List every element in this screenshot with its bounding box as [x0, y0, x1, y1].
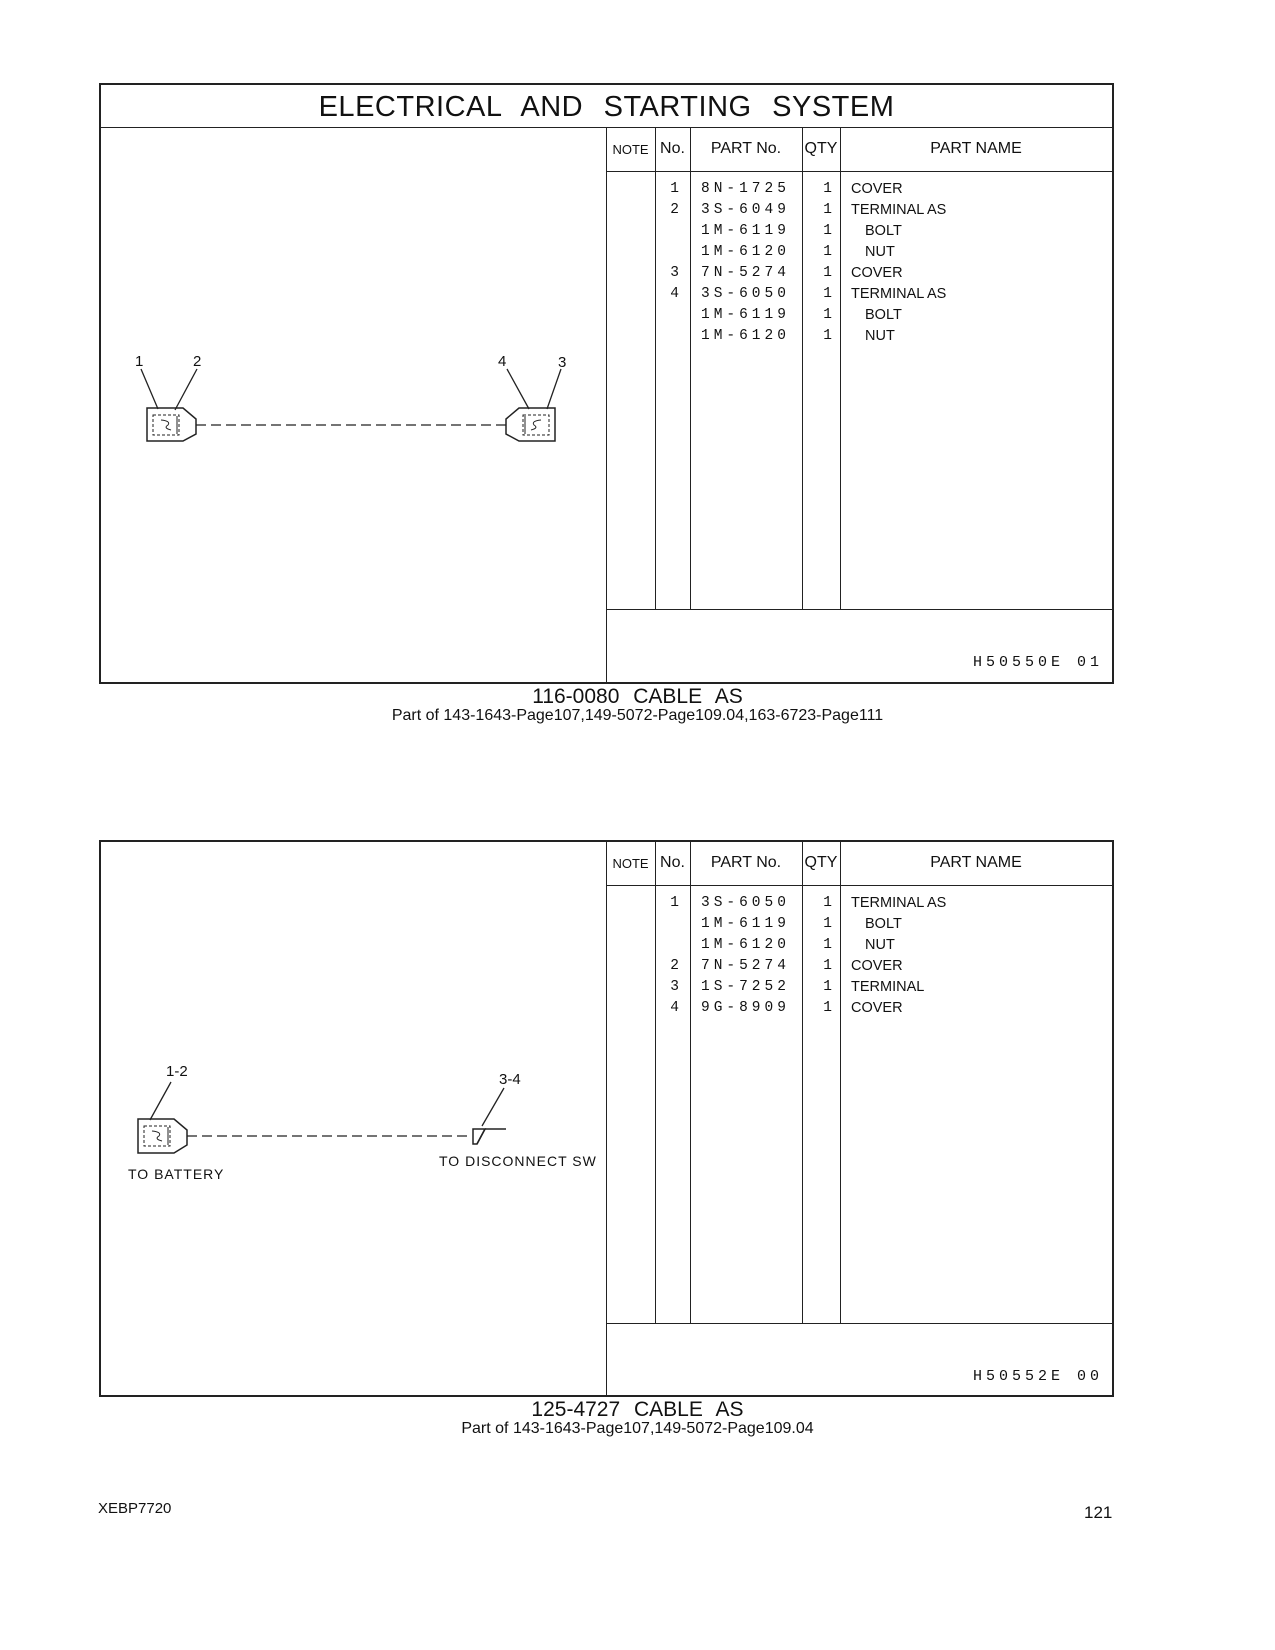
table-row — [606, 241, 1112, 262]
part-name: TERMINAL AS — [851, 202, 947, 218]
header-no: No. — [660, 140, 685, 157]
part-name: TERMINAL — [851, 979, 925, 995]
part-number: 1S-7252 — [701, 979, 790, 995]
table-row — [606, 262, 1112, 283]
table-row — [606, 934, 1112, 955]
item-number: 1 — [670, 895, 683, 911]
reference-code: H50552E — [973, 1368, 1065, 1385]
part-number: 3S-6049 — [701, 202, 790, 218]
table-row — [606, 199, 1112, 220]
quantity: 1 — [823, 223, 836, 239]
table-row — [606, 283, 1112, 304]
part-name: BOLT — [865, 223, 902, 239]
callout-3-4: 3-4 — [499, 1071, 521, 1088]
part-name: BOLT — [865, 916, 902, 932]
part-number: 1M-6120 — [701, 937, 790, 953]
header-qty: QTY — [804, 854, 838, 871]
item-number: 3 — [670, 265, 683, 281]
quantity: 1 — [823, 286, 836, 302]
item-number: 2 — [670, 202, 683, 218]
quantity: 1 — [823, 895, 836, 911]
label-to-battery: TO BATTERY — [128, 1166, 225, 1182]
quantity: 1 — [823, 307, 836, 323]
table-row — [606, 892, 1112, 913]
caption-title-1: 116-0080 CABLE AS — [532, 685, 743, 708]
battery-terminal-icon — [138, 1119, 187, 1153]
item-number: 1 — [670, 181, 683, 197]
table-row — [606, 304, 1112, 325]
table-bottom-divider — [606, 609, 1112, 610]
header-no: No. — [660, 854, 685, 871]
header-qty: QTY — [804, 140, 838, 157]
cable-diagram-2 — [101, 842, 606, 1395]
table-row — [606, 178, 1112, 199]
header-divider — [606, 885, 1112, 886]
header-note: NOTE — [612, 142, 649, 157]
caption-sub-2: Part of 143-1643-Page107,149-5072-Page109.04 — [461, 1420, 814, 1437]
quantity: 1 — [823, 265, 836, 281]
part-number: 3S-6050 — [701, 286, 790, 302]
footer-doc-code: XEBP7720 — [98, 1500, 172, 1517]
item-number: 4 — [670, 1000, 683, 1016]
item-number: 4 — [670, 286, 683, 302]
header-part-no: PART No. — [710, 854, 782, 871]
quantity: 1 — [823, 958, 836, 974]
part-name: NUT — [865, 937, 895, 953]
table-row — [606, 955, 1112, 976]
label-to-disconnect: TO DISCONNECT SW — [439, 1153, 597, 1169]
table-row — [606, 220, 1112, 241]
quantity: 1 — [823, 916, 836, 932]
quantity: 1 — [823, 202, 836, 218]
quantity: 1 — [823, 937, 836, 953]
part-number: 1M-6119 — [701, 307, 790, 323]
callout-4: 4 — [498, 353, 507, 370]
part-number: 7N-5274 — [701, 958, 790, 974]
quantity: 1 — [823, 244, 836, 260]
part-number: 1M-6120 — [701, 328, 790, 344]
table-row — [606, 325, 1112, 346]
disconnect-terminal-icon — [473, 1129, 506, 1144]
part-number: 3S-6050 — [701, 895, 790, 911]
header-divider — [606, 171, 1112, 172]
part-number: 1M-6119 — [701, 916, 790, 932]
table-row — [606, 997, 1112, 1018]
caption-sub-1: Part of 143-1643-Page107,149-5072-Page109.04,163-6723-Page111 — [391, 707, 884, 724]
left-terminal-icon — [147, 408, 196, 441]
parts-panel-2 — [99, 840, 1114, 1397]
reference-revision: 00 — [1077, 1368, 1104, 1385]
page-title: ELECTRICAL AND STARTING SYSTEM — [318, 91, 895, 123]
table-bottom-divider — [606, 1323, 1112, 1324]
part-name: COVER — [851, 958, 903, 974]
header-part-name: PART NAME — [930, 140, 1022, 157]
quantity: 1 — [823, 181, 836, 197]
part-name: COVER — [851, 265, 903, 281]
right-terminal-icon — [506, 408, 555, 441]
part-name: TERMINAL AS — [851, 895, 947, 911]
part-name: TERMINAL AS — [851, 286, 947, 302]
quantity: 1 — [823, 1000, 836, 1016]
part-name: BOLT — [865, 307, 902, 323]
callout-3: 3 — [558, 354, 567, 371]
header-part-name: PART NAME — [930, 854, 1022, 871]
part-name: COVER — [851, 1000, 903, 1016]
footer-page-number: 121 — [1084, 1503, 1113, 1522]
reference-revision: 01 — [1077, 654, 1104, 671]
item-number: 2 — [670, 958, 683, 974]
part-number: 7N-5274 — [701, 265, 790, 281]
part-number: 9G-8909 — [701, 1000, 790, 1016]
part-name: NUT — [865, 328, 895, 344]
cable-diagram-1 — [101, 129, 606, 682]
part-number: 8N-1725 — [701, 181, 790, 197]
header-part-no: PART No. — [710, 140, 782, 157]
header-note: NOTE — [612, 856, 649, 871]
callout-1: 1 — [135, 353, 144, 370]
table-row — [606, 913, 1112, 934]
parts-panel-1 — [99, 83, 1114, 684]
reference-code: H50550E — [973, 654, 1065, 671]
part-name: COVER — [851, 181, 903, 197]
part-number: 1M-6119 — [701, 223, 790, 239]
quantity: 1 — [823, 328, 836, 344]
item-number: 3 — [670, 979, 683, 995]
callout-2: 2 — [193, 353, 202, 370]
part-number: 1M-6120 — [701, 244, 790, 260]
quantity: 1 — [823, 979, 836, 995]
caption-title-2: 125-4727 CABLE AS — [531, 1398, 744, 1421]
part-name: NUT — [865, 244, 895, 260]
callout-1-2: 1-2 — [166, 1063, 188, 1080]
table-row — [606, 976, 1112, 997]
